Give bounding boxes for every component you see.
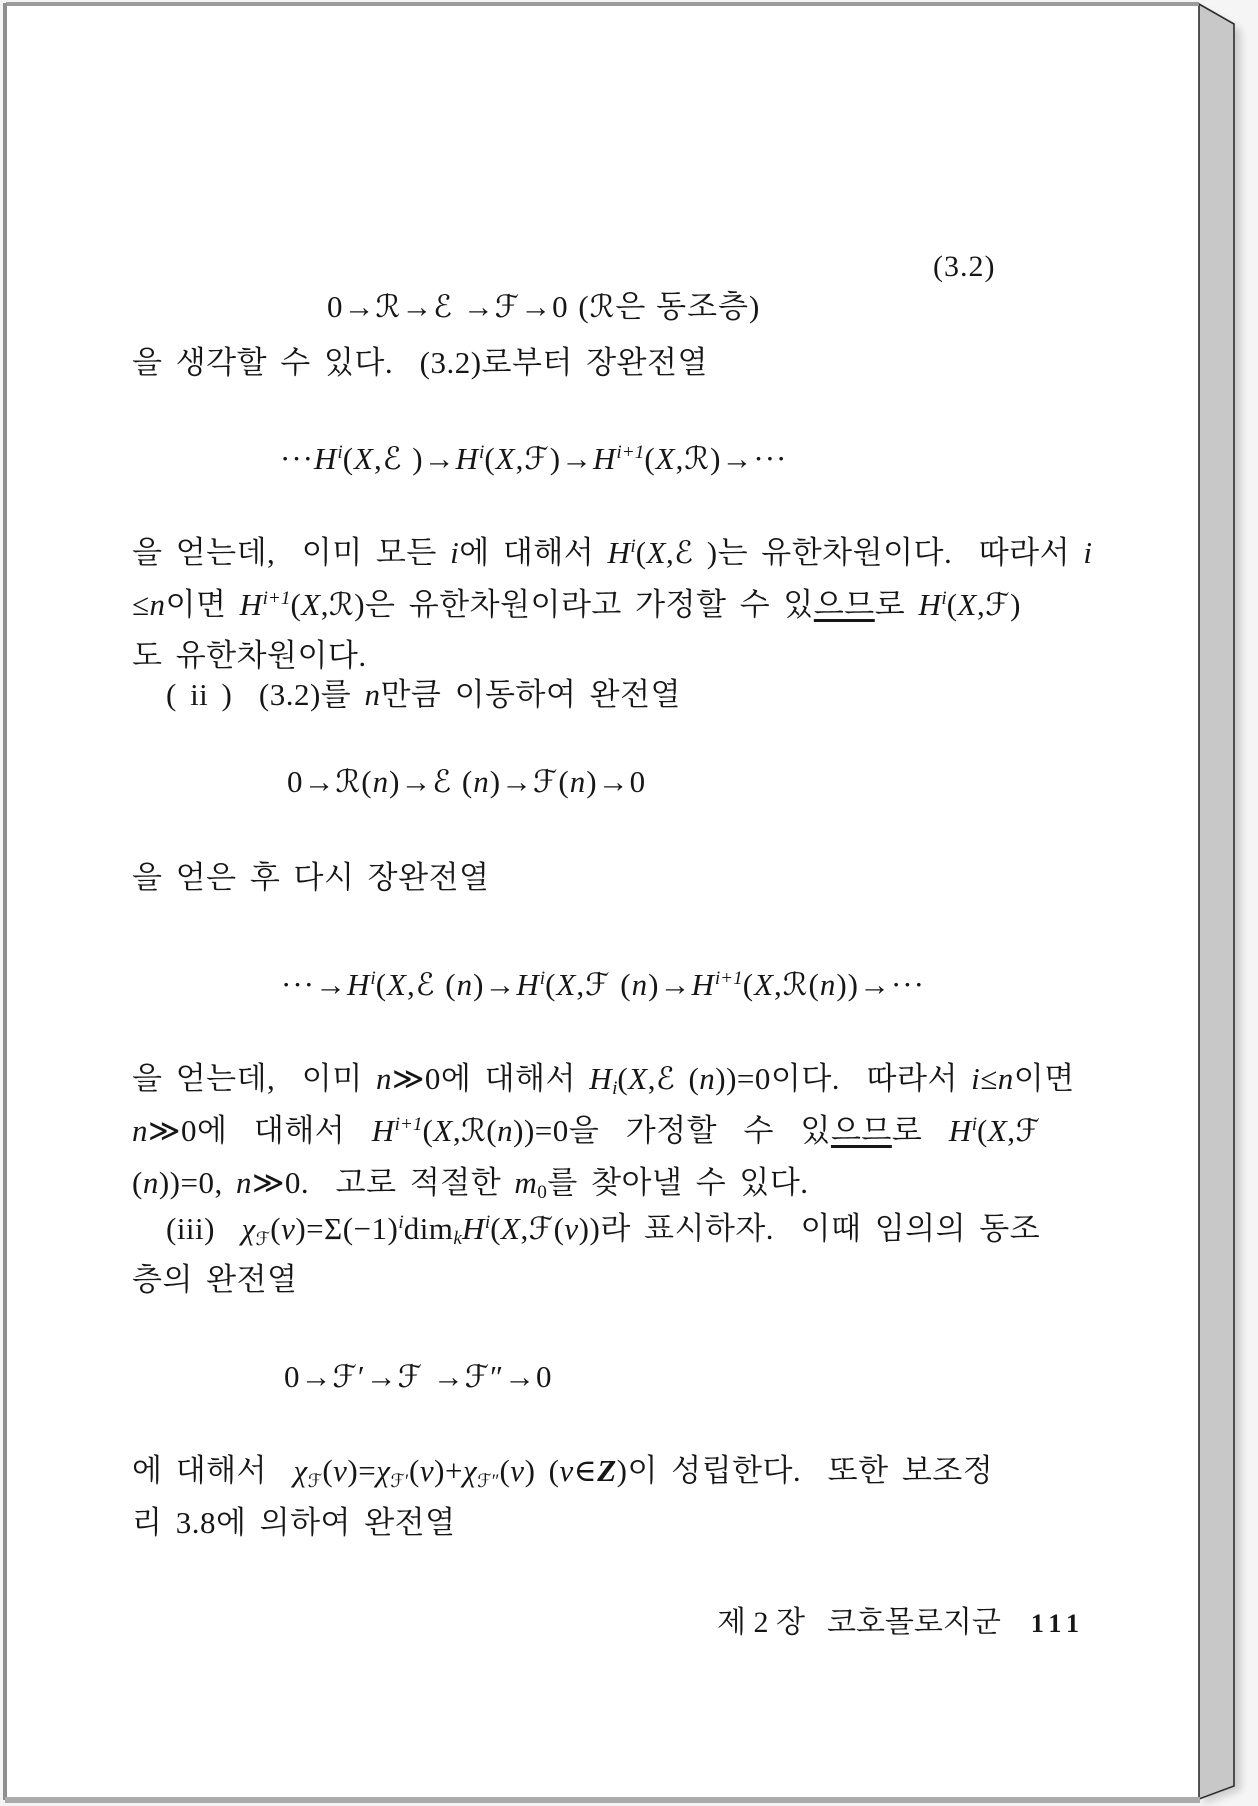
paragraph-b-line-3: 도 유한차원이다. bbox=[132, 638, 367, 673]
paragraph-a: 을 생각할 수 있다. (3.2)로부터 장완전열 bbox=[132, 345, 708, 380]
paragraph-e-line-1: 에 대해서 $\chi_ℱ(\nu)=\chi_{ℱ'}(\nu)+\chi_{ℱ''}(\nu)$ (ν∈Z)이 성립한다. 또한 보조정 bbox=[132, 1453, 994, 1493]
twisted-exact-sequence: 0→ℛ(n)→ℰ (n)→ℱ(n)→0 bbox=[287, 764, 647, 799]
paragraph-b-line-1: 을 얻는데, 이미 모든 i에 대해서 $H^i(X,ℰ$ )는 유한차원이다. 따라서 i bbox=[132, 535, 1093, 570]
item-iii-line-1: (iii) $\chi_ℱ(\nu)=\Sigma(-1)^idimkH^i(X,ℱ(\nu))$라 표시하자. 이때 임의의 동조 bbox=[166, 1211, 1041, 1251]
item-ii-line: ( ii ) (3.2)를 n만큼 이동하여 완전열 bbox=[166, 677, 681, 712]
page-shadow bbox=[1204, 10, 1241, 1804]
page-number: 111 bbox=[1030, 1609, 1085, 1638]
paragraph-d-line-3: (n))=0, n≫0. 고로 적절한 m0를 찾아낼 수 있다. bbox=[132, 1165, 809, 1204]
paragraph-d-line-2: n≫0에 대해서 $H^{i+1}(X,ℛ(n))=0$을 가정할 수 있으므로 $H^i(X,ℱ$ bbox=[132, 1113, 1041, 1148]
long-exact-sequence-1: $\cdot\cdot\cdot H^i(X,ℰ$ )$\to H^i(X,ℱ)\to H^{i+1}(X,ℛ)\to\cdot\cdot\cdot$ bbox=[280, 441, 788, 476]
paragraph-d-line-1: 을 얻는데, 이미 n≫0에 대해서 Hi(X,ℰ (n))=0이다. 따라서 i≤n이면 bbox=[132, 1061, 1075, 1100]
footer-chapter-title: 코호몰로지군 bbox=[826, 1606, 1001, 1639]
exact-sequence-3-2: 0→ℛ→ℰ →ℱ→0 (ℛ은 동조층) bbox=[327, 289, 761, 324]
book-page bbox=[7, 5, 1200, 1799]
page-right-edge bbox=[1199, 4, 1234, 1799]
long-exact-sequence-2: $\cdot\cdot\cdot\to H^i(X,ℰ$ $(n)\to H^i(X,ℱ$ $(n)\to H^{i+1}(X,ℛ(n))\to\cdot\cdot\cdot$ bbox=[281, 967, 925, 1002]
page-footer bbox=[687, 1563, 1085, 1675]
item-iii-line-2: 층의 완전열 bbox=[132, 1262, 298, 1297]
paragraph-c: 을 얻은 후 다시 장완전열 bbox=[132, 860, 490, 895]
paragraph-e-line-2: 리 3.8에 의하여 완전열 bbox=[132, 1505, 456, 1540]
equation-number-3-2: (3.2) bbox=[933, 250, 996, 283]
sheaf-exact-sequence: 0→ℱ′→ℱ →ℱ″→0 bbox=[284, 1359, 553, 1394]
paragraph-b-line-2: ≤n이면 $H^{i+1}(X,ℛ)$은 유한차원이라고 가정할 수 있으므로 $H^i(X,ℱ)$ bbox=[132, 587, 1021, 622]
footer-chapter-label: 제 2 장 bbox=[717, 1606, 805, 1639]
equation-row-3-2 bbox=[7, 247, 1200, 407]
